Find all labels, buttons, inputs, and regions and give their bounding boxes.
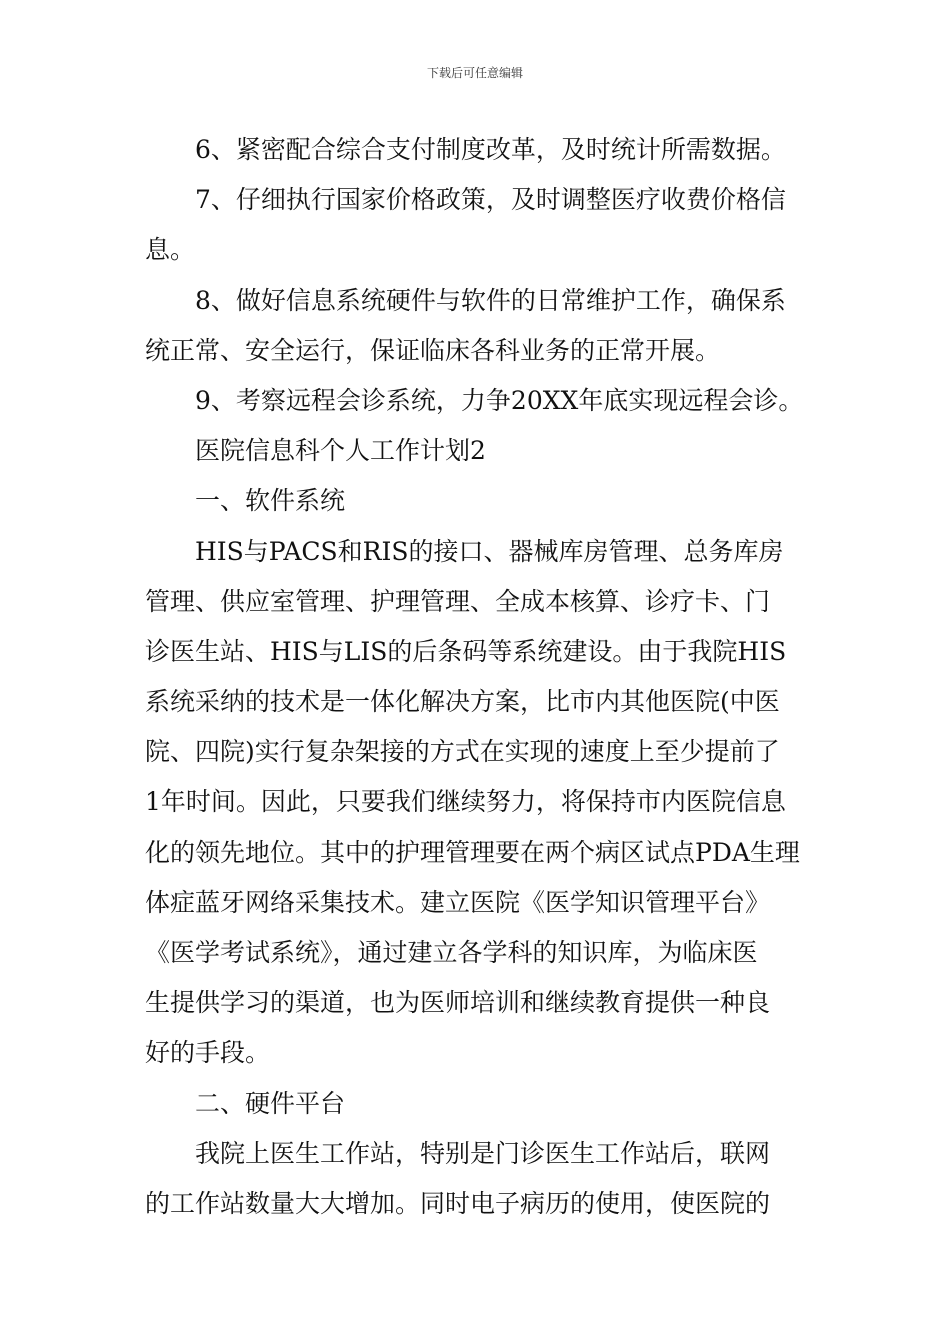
text-line: 《医学考试系统》，通过建立各学科的知识库，为临床医 [145,938,758,967]
section-title: 医院信息科个人工作计划2 [195,436,486,466]
text-line: 统正常、安全运行，保证临床各科业务的正常开展。 [145,335,721,365]
text-line: 息。 [145,235,196,265]
text-line: 好的手段。 [145,1038,271,1068]
page-header-note: 下载后可任意编辑 [426,66,523,80]
text-line: 管理、供应室管理、护理管理、全成本核算、诊疗卡、门 [145,586,771,616]
section-heading: 一、软件系统 [195,486,346,516]
document-body [145,125,815,1229]
section-heading: 二、硬件平台 [195,1088,346,1118]
text-line: 1年时间。因此，只要我们继续努力，将保持市内医院信息 [145,787,786,817]
text-line: 诊医生站、HIS与LIS的后条码等系统建设。由于我院HIS [145,636,787,666]
text-line: 的工作站数量大大增加。同时电子病历的使用，使医院的 [145,1188,771,1218]
text-line: 化的领先地位。其中的护理管理要在两个病区试点PDA生理 [145,837,800,867]
text-line: 6、紧密配合综合支付制度改革，及时统计所需数据。 [195,135,786,164]
text-line: 体症蓝牙网络采集技术。建立医院《医学知识管理平台》 [145,887,771,917]
text-line: 系统采纳的技术是一体化解决方案，比市内其他医院(中医 [145,687,780,717]
text-line: 8、做好信息系统硬件与软件的日常维护工作，确保系 [195,285,786,315]
text-line: 生提供学习的渠道，也为医师培训和继续教育提供一种良 [145,988,771,1018]
text-line: 院、四院)实行复杂架接的方式在实现的速度上至少提前了 [145,737,780,767]
text-line: 7、仔细执行国家价格政策，及时调整医疗收费价格信 [195,185,786,215]
text-line: HIS与PACS和RIS的接口、器械库房管理、总务库房 [195,536,784,566]
text-line: 9、考察远程会诊系统，力争20XX年底实现远程会诊。 [195,385,804,415]
text-line: 我院上医生工作站，特别是门诊医生工作站后，联网 [195,1138,771,1168]
